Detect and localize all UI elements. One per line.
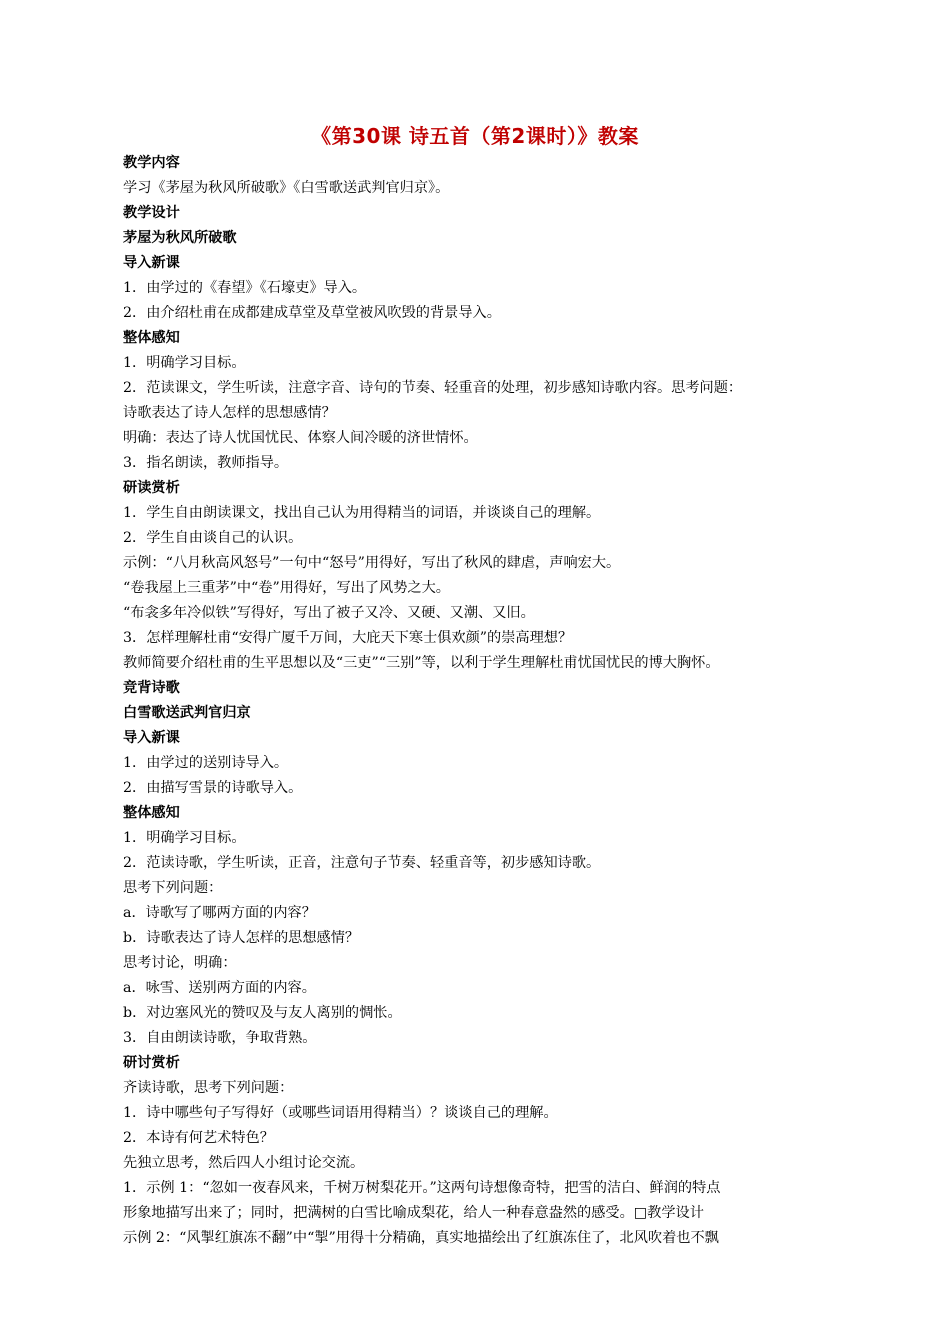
section-heading: 整体感知 [123, 805, 180, 821]
section-heading: 竞背诗歌 [123, 680, 180, 696]
text-line: 诗歌表达了诗人怎样的思想感情？ [123, 405, 336, 421]
text-line: “卷我屋上三重茅”中“卷”用得好，写出了风势之大。 [123, 580, 450, 596]
text-line: a．咏雪、送别两方面的内容。 [123, 980, 316, 996]
text-line: 1．由学过的《春望》《石壕吏》导入。 [123, 280, 367, 296]
section-heading: 整体感知 [123, 330, 180, 346]
text-line: 1．由学过的送别诗导入。 [123, 755, 289, 771]
text-line: 2．学生自由谈自己的认识。 [123, 530, 303, 546]
text-line: 教师简要介绍杜甫的生平思想以及“三吏”“三别”等，以利于学生理解杜甫忧国忧民的博大胸怀。 [123, 655, 720, 671]
text-line: 1．诗中哪些句子写得好（或哪些词语用得精当）？谈谈自己的理解。 [123, 1105, 558, 1121]
section-heading: 研讨赏析 [123, 1055, 180, 1071]
text-line: a．诗歌写了哪两方面的内容？ [123, 905, 316, 921]
section-heading: 导入新课 [123, 255, 180, 271]
section-heading: 教学内容 [123, 155, 180, 171]
text-line: 先独立思考，然后四人小组讨论交流。 [123, 1155, 365, 1171]
text-line: 形象地描写出来了；同时，把满树的白雪比喻成梨花，给人一种春意盎然的感受。□教学设计 [123, 1205, 704, 1221]
text-line: 1．示例 1：“忽如一夜春风来，千树万树梨花开。”这两句诗想像奇特，把雪的洁白、鲜润的特点 [123, 1180, 721, 1196]
text-line: 齐读诗歌，思考下列问题： [123, 1080, 294, 1096]
text-line: 1．明确学习目标。 [123, 830, 246, 846]
section-heading: 教学设计 [123, 205, 180, 221]
text-line: 2．由描写雪景的诗歌导入。 [123, 780, 303, 796]
text-line: 1．学生自由朗读课文，找出自己认为用得精当的词语，并谈谈自己的理解。 [123, 505, 601, 521]
text-line: 明确：表达了诗人忧国忧民、体察人间冷暖的济世情怀。 [123, 430, 478, 446]
text-line: 3．自由朗读诗歌，争取背熟。 [123, 1030, 317, 1046]
text-line: 示例 2：“风掣红旗冻不翻”中“掣”用得十分精确，真实地描绘出了红旗冻住了，北风吹着也不飘 [123, 1230, 719, 1246]
document-body [123, 151, 868, 1251]
text-line: 2．范读诗歌，学生听读，正音，注意句子节奏、轻重音等，初步感知诗歌。 [123, 855, 601, 871]
text-line: 2．由介绍杜甫在成都建成草堂及草堂被风吹毁的背景导入。 [123, 305, 501, 321]
page-title: 《第30课 诗五首（第2课时）》教案 [311, 124, 639, 148]
section-heading: 白雪歌送武判官归京 [123, 705, 251, 721]
text-line: “布衾多年冷似铁”写得好，写出了被子又冷、又硬、又潮、又旧。 [123, 605, 535, 621]
text-line: 思考下列问题： [123, 880, 223, 896]
text-line: b．对边塞风光的赞叹及与友人离别的惆怅。 [123, 1005, 402, 1021]
text-line: b．诗歌表达了诗人怎样的思想感情？ [123, 930, 360, 946]
section-heading: 导入新课 [123, 730, 180, 746]
text-line: 3．怎样理解杜甫“安得广厦千万间，大庇天下寒士俱欢颜”的崇高理想？ [123, 630, 573, 646]
section-heading: 研读赏析 [123, 480, 180, 496]
text-line: 3．指名朗读，教师指导。 [123, 455, 289, 471]
text-line: 示例：“八月秋高风怒号”一句中“怒号”用得好，写出了秋风的肆虐，声响宏大。 [123, 555, 621, 571]
text-line: 思考讨论，明确： [123, 955, 237, 971]
text-line: 学习《茅屋为秋风所破歌》《白雪歌送武判官归京》。 [123, 180, 450, 196]
text-line: 2．本诗有何艺术特色？ [123, 1130, 274, 1146]
text-line: 1．明确学习目标。 [123, 355, 246, 371]
text-line: 2．范读课文，学生听读，注意字音、诗句的节奏、轻重音的处理，初步感知诗歌内容。思考问题： [123, 380, 743, 396]
section-heading: 茅屋为秋风所破歌 [123, 230, 237, 246]
